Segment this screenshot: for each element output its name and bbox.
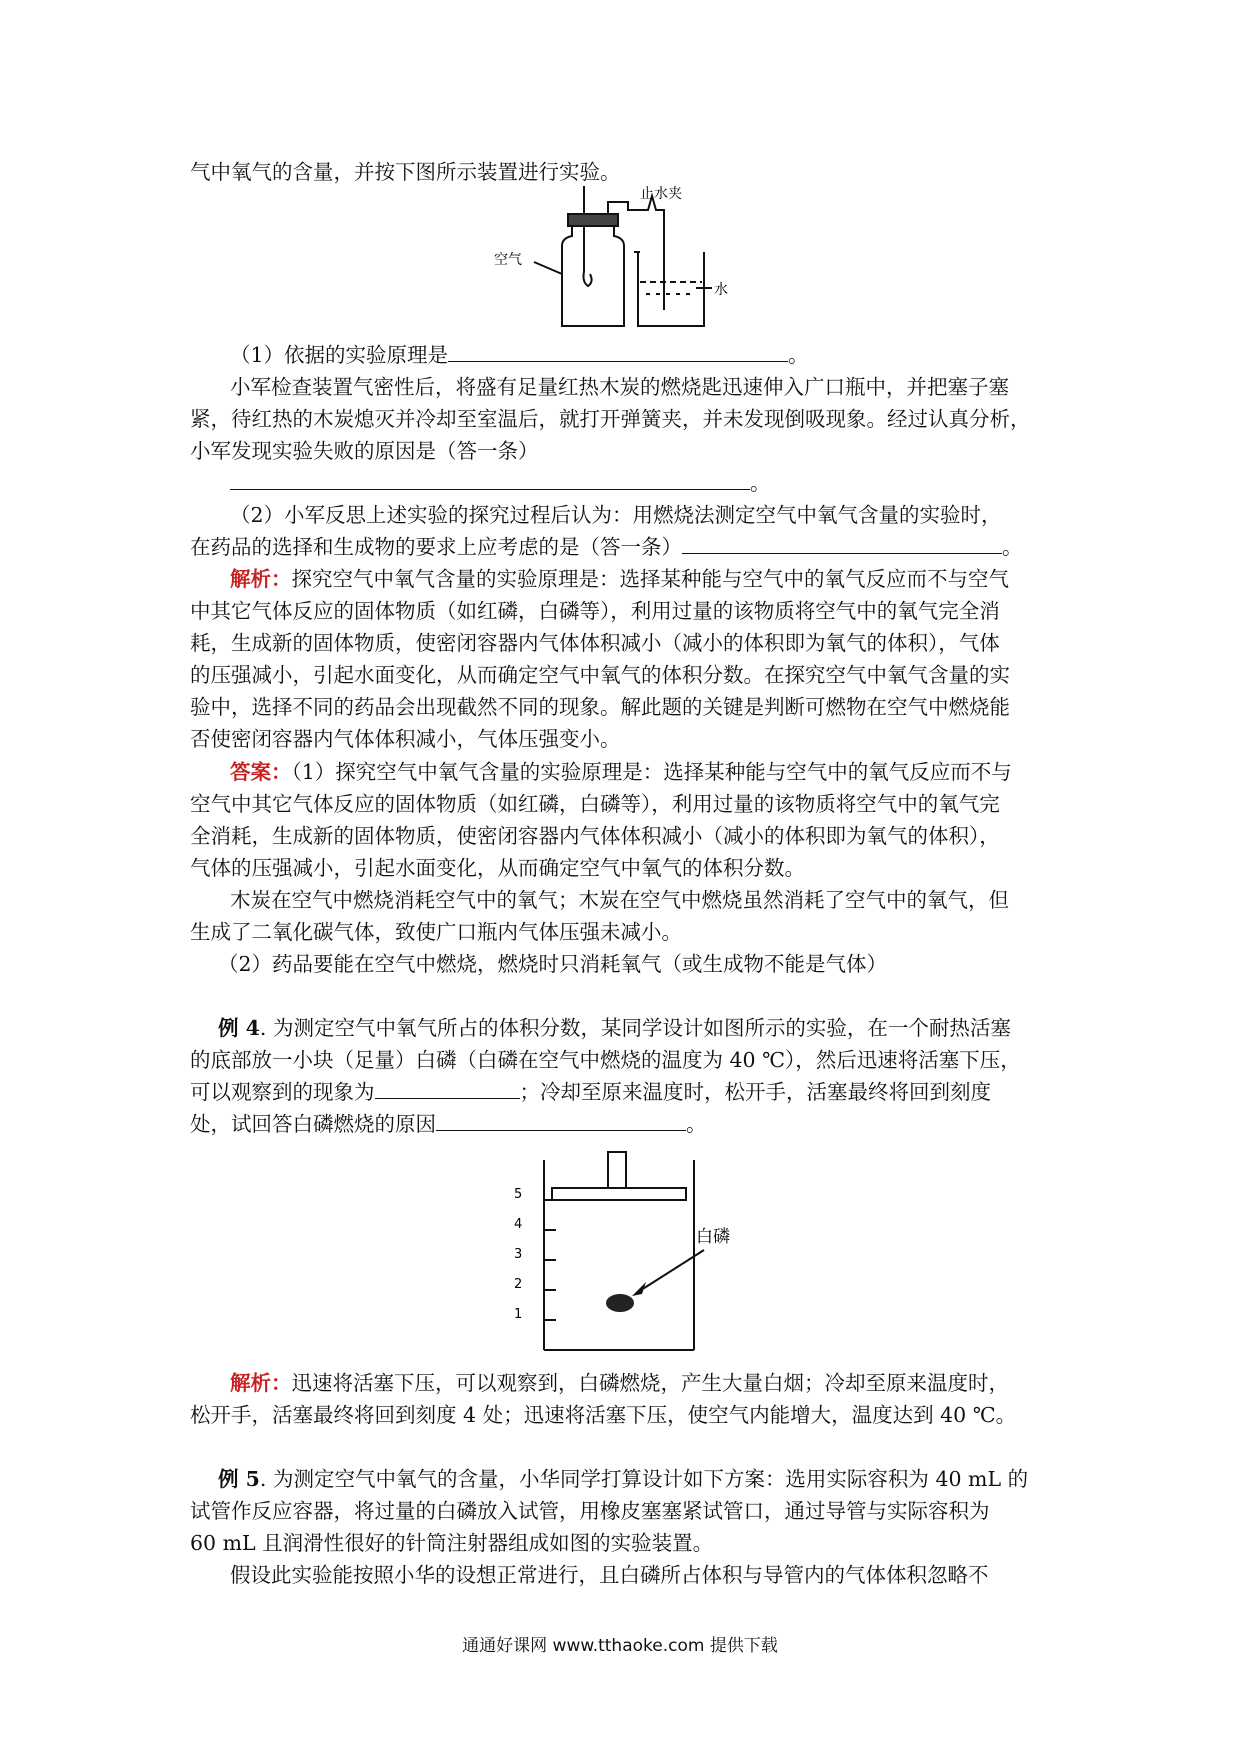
text-line: 试管作反应容器，将过量的白磷放入试管，用橡皮塞塞紧试管口，通过导管与实际容积为 xyxy=(190,1499,990,1523)
white-phosphorus-lump xyxy=(606,1294,634,1312)
text-line: 的底部放一小块（足量）白磷（白磷在空气中燃烧的温度为 40 ℃），然后迅速将活塞下压， xyxy=(190,1048,1021,1072)
answer-blank[interactable] xyxy=(230,471,750,490)
scale-label: 5 xyxy=(514,1187,523,1202)
answer-blank[interactable] xyxy=(448,343,788,362)
answer-section: 答案：（1）探究空气中氧气含量的实验原理是：选择某种能与空气中的氧气反应而不与 xyxy=(230,760,1012,784)
scale-label: 4 xyxy=(514,1217,523,1232)
text-line: 耗，生成新的固体物质，使密闭容器内气体体积减小（减小的体积即为氧气的体积），气体 xyxy=(190,631,1000,655)
text-line: 小军发现实验失败的原因是（答一条） xyxy=(190,439,539,463)
answer-blank[interactable] xyxy=(682,535,1002,554)
label-stop-clamp: 止水夹 xyxy=(640,186,682,202)
example-5-title: 例 5. 为测定空气中氧气的含量，小华同学打算设计如下方案：选用实际容积为 40 mL 的 xyxy=(218,1467,1029,1491)
example-4-title: 例 4. 为测定空气中氧气所占的体积分数，某同学设计如图所示的实验，在一个耐热活塞 xyxy=(218,1016,1011,1040)
text-line: 否使密闭容器内气体体积减小，气体压强变小。 xyxy=(190,727,621,751)
scale-label: 2 xyxy=(514,1277,523,1292)
text-line: 空气中其它气体反应的固体物质（如红磷，白磷等），利用过量的该物质将空气中的氧气完 xyxy=(190,792,1000,816)
text-line: 气中氧气的含量，并按下图所示装置进行实验。 xyxy=(190,160,621,184)
text-line: 可以观察到的现象为 ；冷却至原来温度时，松开手，活塞最终将回到刻度 xyxy=(190,1080,991,1104)
page-footer: 通通好课网 www.tthaoke.com 提供下载 xyxy=(462,1636,778,1656)
analysis-line: 解析：迅速将活塞下压，可以观察到，白磷燃烧，产生大量白烟；冷却至原来温度时， xyxy=(230,1371,1009,1395)
text-line: 的压强减小，引起水面变化，从而确定空气中氧气的体积分数。在探究空气中氧气含量的实 xyxy=(190,663,1010,687)
text-line: 木炭在空气中燃烧消耗空气中的氧气；木炭在空气中燃烧虽然消耗了空气中的氧气，但 xyxy=(230,888,1009,912)
figure-piston-cylinder xyxy=(500,1150,760,1360)
answer-blank[interactable] xyxy=(375,1080,520,1099)
question-1: （1）依据的实验原理是 。 xyxy=(230,343,809,367)
text-line: 小军检查装置气密性后，将盛有足量红热木炭的燃烧匙迅速伸入广口瓶中，并把塞子塞 xyxy=(230,375,1009,399)
analysis-line: 解析：探究空气中氧气含量的实验原理是：选择某种能与空气中的氧气反应而不与空气 xyxy=(230,567,1009,591)
text-line: 紧，待红热的木炭熄灭并冷却至室温后，就打开弹簧夹，并未发现倒吸现象。经过认真分析， xyxy=(190,407,1031,431)
text-line: 松开手，活塞最终将回到刻度 4 处；迅速将活塞下压，使空气内能增大，温度达到 40 ℃。 xyxy=(190,1403,1017,1427)
text-line: 处，试回答白磷燃烧的原因 。 xyxy=(190,1112,707,1136)
text-line: 验中，选择不同的药品会出现截然不同的现象。解此题的关键是判断可燃物在空气中燃烧能 xyxy=(190,695,1010,719)
text-line: 气体的压强减小，引起水面变化，从而确定空气中氧气的体积分数。 xyxy=(190,856,805,880)
answer-line: 。 xyxy=(230,471,771,495)
text-line: 在药品的选择和生成物的要求上应考虑的是（答一条） 。 xyxy=(190,535,1023,559)
answer-blank[interactable] xyxy=(436,1112,686,1131)
label-water: 水 xyxy=(714,282,728,298)
label-white-phosphorus: 白磷 xyxy=(696,1227,730,1247)
text-line: 全消耗，生成新的固体物质，使密闭容器内气体体积减小（减小的体积即为氧气的体积）， xyxy=(190,824,1000,848)
figure-bottle-apparatus xyxy=(490,182,750,332)
label-air: 空气 xyxy=(494,252,522,268)
text-line: 60 mL 且润滑性很好的针筒注射器组成如图的实验装置。 xyxy=(190,1531,714,1555)
question-2: （2）小军反思上述实验的探究过程后认为：用燃烧法测定空气中氧气含量的实验时， xyxy=(230,503,1002,527)
scale-label: 3 xyxy=(514,1247,523,1262)
text-line: 生成了二氧化碳气体，致使广口瓶内气体压强未减小。 xyxy=(190,920,682,944)
text-line: 中其它气体反应的固体物质（如红磷，白磷等），利用过量的该物质将空气中的氧气完全消 xyxy=(190,599,1000,623)
text-line: 假设此实验能按照小华的设想正常进行，且白磷所占体积与导管内的气体体积忽略不 xyxy=(230,1563,989,1587)
scale-label: 1 xyxy=(514,1307,523,1322)
text-line: （2）药品要能在空气中燃烧，燃烧时只消耗氧气（或生成物不能是气体） xyxy=(218,952,888,976)
